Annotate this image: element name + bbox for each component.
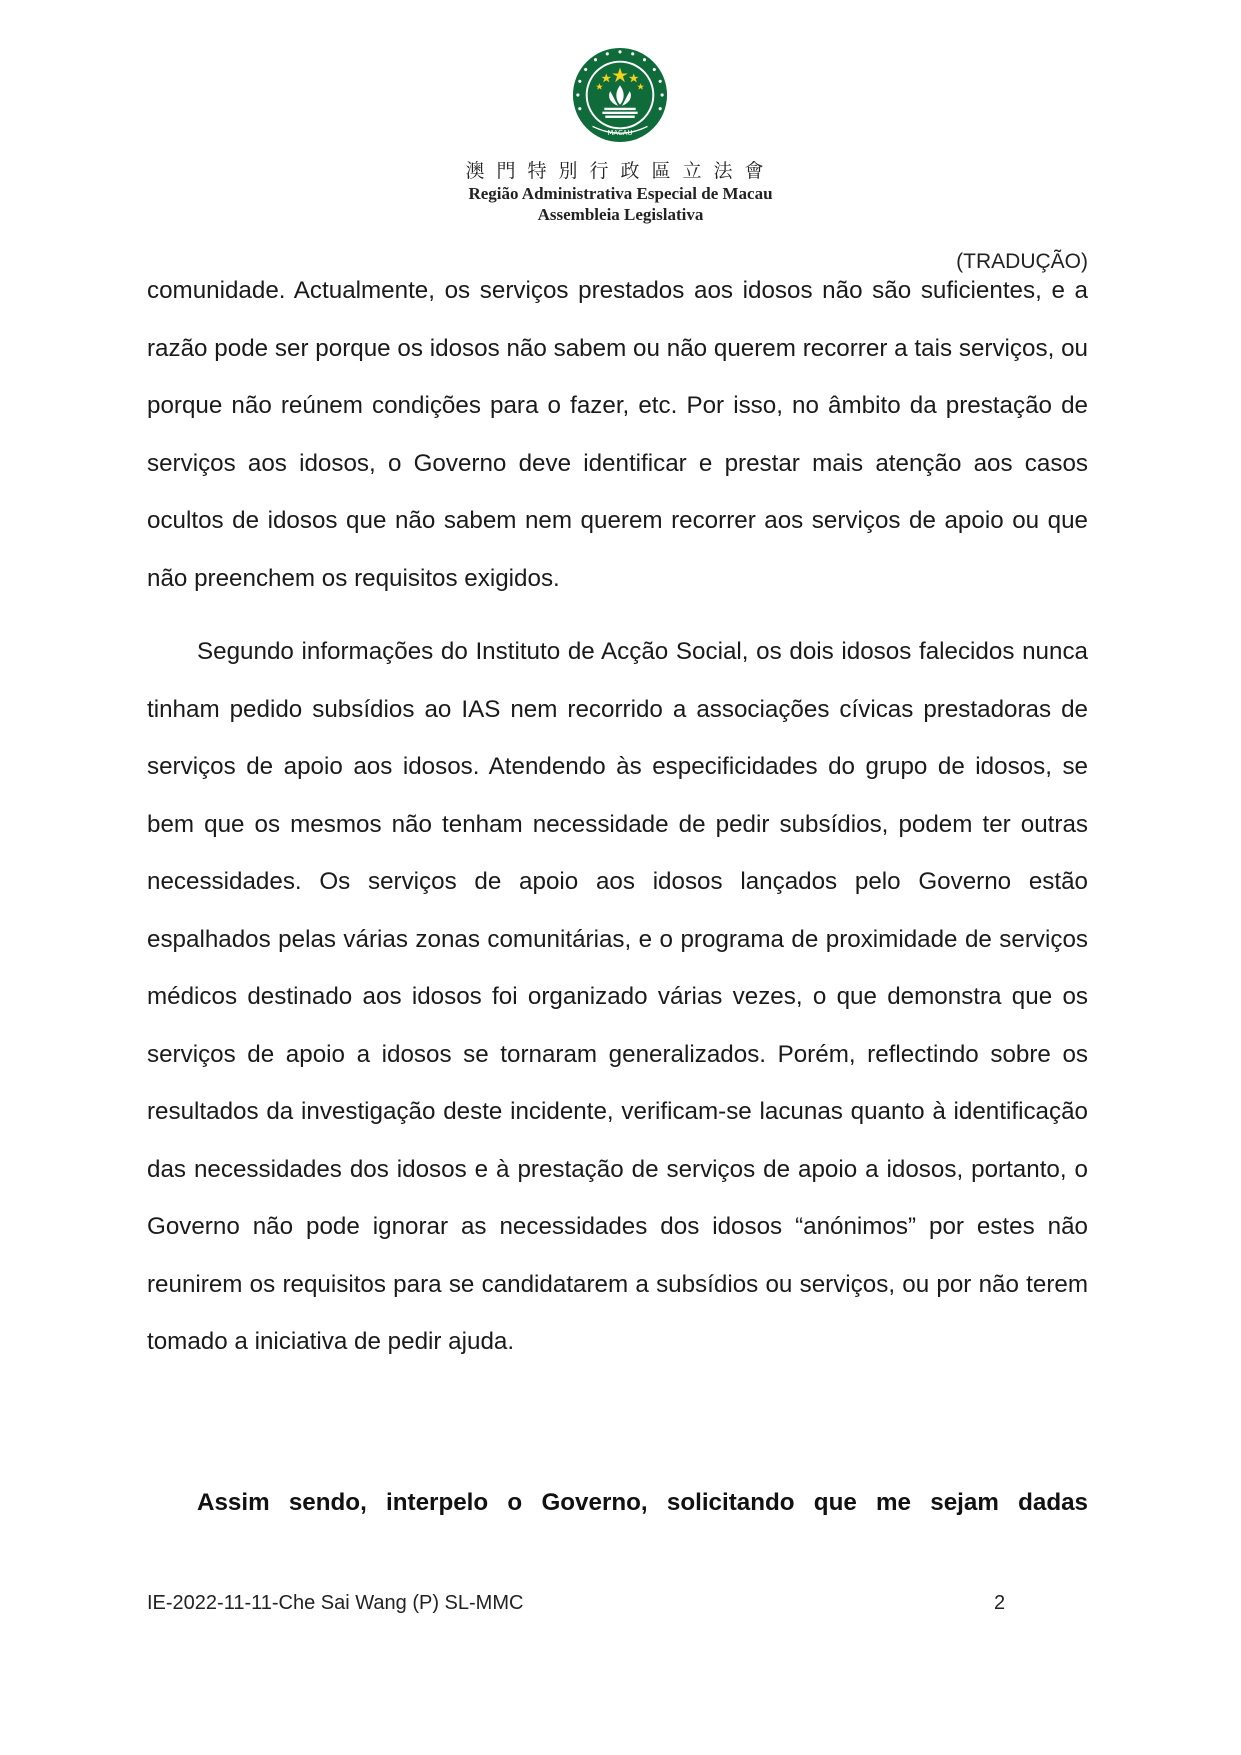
header-title-assembly: Assembleia Legislativa (537, 205, 704, 224)
macau-emblem-logo (571, 46, 669, 144)
translation-tag: (TRADUÇÃO) (956, 250, 1088, 273)
header-title-region: Região Administrativa Especial de Macau (468, 184, 773, 203)
conclusion-paragraph: Assim sendo, interpelo o Governo, solicitando que me sejam dadas (197, 1489, 1088, 1516)
header-title-chinese: 澳門特別行政區立法會 (465, 160, 776, 182)
paragraph-2: Segundo informações do Instituto de Acção Social, os dois idosos falecidos nunca tinham pedido subsídios ao IAS nem recorrido a associações cívicas prestadoras de serviços de apoio aos idosos. Atendendo às especificidades do grupo de idosos, se bem que os mesmos não tenham necessidade de pedir subsídios, podem ter outras necessidades. Os serviços de apoio aos idosos lançados pelo Governo estão espalhados pelas várias zonas comunitárias, e o programa de proximidade de serviços médicos destinado aos idosos foi organizado várias vezes, o que demonstra que os serviços de apoio a idosos se tornaram generalizados. Porém, reflectindo sobre os resultados da investigação deste incidente, verificam-se lacunas quanto à identificação das necessidades dos idosos e à prestação de serviços de apoio a idosos, portanto, o Governo não pode ignorar as necessidades dos idosos “anónimos” por estes não reunirem os requisitos para se candidatarem a subsídios ou serviços, ou por não terem tomado a iniciativa de pedir ajuda. (147, 638, 1088, 1355)
paragraph-1: comunidade. Actualmente, os serviços prestados aos idosos não são suficientes, e a razão pode ser porque os idosos não sabem ou não querem recorrer a tais serviços, ou porque não reúnem condições para o fazer, etc. Por isso, no âmbito da prestação de serviços aos idosos, o Governo deve identificar e prestar mais atenção aos casos ocultos de idosos que não sabem nem querem recorrer aos serviços de apoio ou que não preenchem os requisitos exigidos. (147, 277, 1088, 592)
footer-page-number: 2 (994, 1592, 1006, 1614)
svg-text:MACAU: MACAU (607, 129, 633, 138)
footer-document-reference: IE-2022-11-11-Che Sai Wang (P) SL-MMC (147, 1592, 524, 1614)
